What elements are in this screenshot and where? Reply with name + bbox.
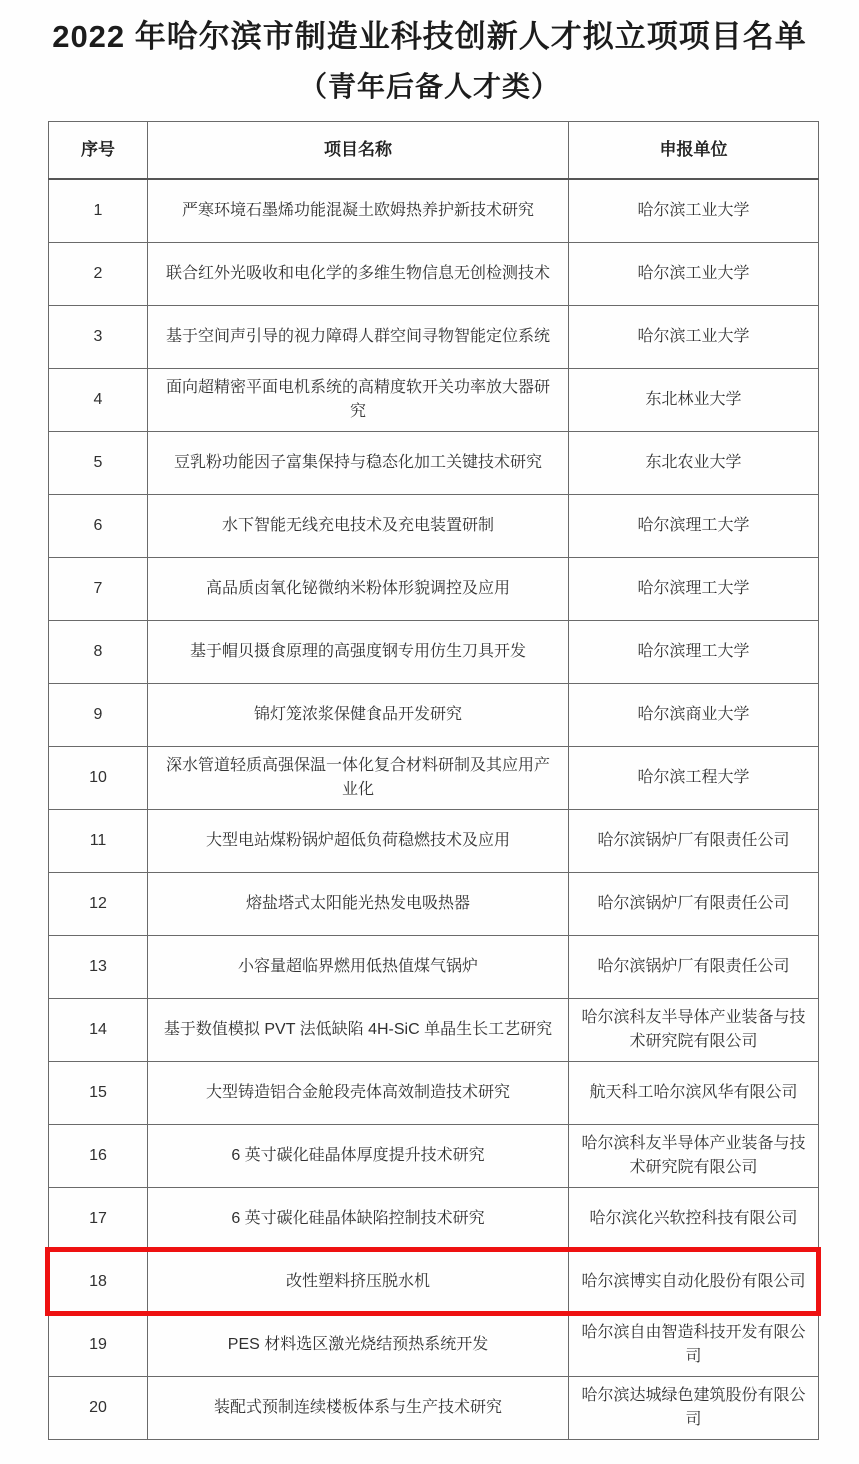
row-number-cell: 12 — [49, 872, 148, 935]
row-number-cell: 5 — [49, 431, 148, 494]
table-row — [49, 998, 819, 1061]
row-number-cell: 16 — [49, 1124, 148, 1187]
table-row — [49, 1124, 819, 1187]
row-number-cell: 19 — [49, 1313, 148, 1376]
row-number-cell: 1 — [49, 179, 148, 242]
project-name-cell: 改性塑料挤压脱水机 — [148, 1250, 569, 1313]
row-number-cell: 8 — [49, 620, 148, 683]
project-name-cell: 6 英寸碳化硅晶体厚度提升技术研究 — [148, 1124, 569, 1187]
table-row — [49, 305, 819, 368]
project-name-cell: 豆乳粉功能因子富集保持与稳态化加工关键技术研究 — [148, 431, 569, 494]
row-number-cell: 4 — [49, 368, 148, 431]
table-row — [49, 1313, 819, 1376]
applicant-cell: 哈尔滨工业大学 — [569, 242, 819, 305]
header-applicant-unit: 申报单位 — [569, 121, 819, 179]
project-name-cell: 装配式预制连续楼板体系与生产技术研究 — [148, 1376, 569, 1439]
table-row — [49, 557, 819, 620]
applicant-cell: 哈尔滨工程大学 — [569, 746, 819, 809]
row-number-cell: 17 — [49, 1187, 148, 1250]
applicant-cell: 哈尔滨科友半导体产业装备与技术研究院有限公司 — [569, 998, 819, 1061]
table-row — [49, 431, 819, 494]
row-number-cell: 20 — [49, 1376, 148, 1439]
table-row — [49, 494, 819, 557]
row-number-cell: 18 — [49, 1250, 148, 1313]
applicant-cell: 哈尔滨化兴软控科技有限公司 — [569, 1187, 819, 1250]
projects-table — [48, 121, 819, 1440]
applicant-cell: 东北农业大学 — [569, 431, 819, 494]
applicant-cell: 哈尔滨自由智造科技开发有限公司 — [569, 1313, 819, 1376]
table-row — [49, 935, 819, 998]
table-row — [49, 1187, 819, 1250]
table-row — [49, 746, 819, 809]
applicant-cell: 哈尔滨锅炉厂有限责任公司 — [569, 935, 819, 998]
project-name-cell: PES 材料选区激光烧结预热系统开发 — [148, 1313, 569, 1376]
applicant-cell: 哈尔滨商业大学 — [569, 683, 819, 746]
project-name-cell: 水下智能无线充电技术及充电装置研制 — [148, 494, 569, 557]
applicant-cell: 哈尔滨工业大学 — [569, 305, 819, 368]
applicant-cell: 哈尔滨理工大学 — [569, 620, 819, 683]
table-row — [49, 179, 819, 242]
project-name-cell: 熔盐塔式太阳能光热发电吸热器 — [148, 872, 569, 935]
header-project-name: 项目名称 — [148, 121, 569, 179]
project-name-cell: 大型电站煤粉锅炉超低负荷稳燃技术及应用 — [148, 809, 569, 872]
table-header-row — [49, 121, 819, 179]
page-title: 2022 年哈尔滨市制造业科技创新人才拟立项项目名单 — [52, 19, 807, 54]
project-name-cell: 基于空间声引导的视力障碍人群空间寻物智能定位系统 — [148, 305, 569, 368]
row-number-cell: 10 — [49, 746, 148, 809]
applicant-cell: 哈尔滨锅炉厂有限责任公司 — [569, 809, 819, 872]
project-name-cell: 联合红外光吸收和电化学的多维生物信息无创检测技术 — [148, 242, 569, 305]
table-row — [49, 1376, 819, 1439]
table-row — [49, 368, 819, 431]
project-name-cell: 严寒环境石墨烯功能混凝土欧姆热养护新技术研究 — [148, 179, 569, 242]
row-number-cell: 15 — [49, 1061, 148, 1124]
applicant-cell: 哈尔滨达城绿色建筑股份有限公司 — [569, 1376, 819, 1439]
header-serial-number: 序号 — [49, 121, 148, 179]
table-row — [49, 1061, 819, 1124]
project-name-cell: 基于数值模拟 PVT 法低缺陷 4H-SiC 单晶生长工艺研究 — [148, 998, 569, 1061]
project-name-cell: 深水管道轻质高强保温一体化复合材料研制及其应用产业化 — [148, 746, 569, 809]
table-row — [49, 620, 819, 683]
project-name-cell: 基于帽贝摄食原理的高强度钢专用仿生刀具开发 — [148, 620, 569, 683]
row-number-cell: 2 — [49, 242, 148, 305]
row-number-cell: 6 — [49, 494, 148, 557]
applicant-cell: 哈尔滨工业大学 — [569, 179, 819, 242]
project-name-cell: 6 英寸碳化硅晶体缺陷控制技术研究 — [148, 1187, 569, 1250]
applicant-cell: 航天科工哈尔滨风华有限公司 — [569, 1061, 819, 1124]
applicant-cell: 哈尔滨博实自动化股份有限公司 — [569, 1250, 819, 1313]
applicant-cell: 东北林业大学 — [569, 368, 819, 431]
row-number-cell: 7 — [49, 557, 148, 620]
page-subtitle: （青年后备人才类） — [298, 70, 560, 102]
applicant-cell: 哈尔滨理工大学 — [569, 557, 819, 620]
table-row — [49, 872, 819, 935]
table-row — [49, 242, 819, 305]
applicant-cell: 哈尔滨理工大学 — [569, 494, 819, 557]
project-name-cell: 面向超精密平面电机系统的高精度软开关功率放大器研究 — [148, 368, 569, 431]
row-number-cell: 11 — [49, 809, 148, 872]
row-number-cell: 3 — [49, 305, 148, 368]
table-row-highlighted — [49, 1250, 819, 1313]
row-number-cell: 14 — [49, 998, 148, 1061]
row-number-cell: 9 — [49, 683, 148, 746]
row-number-cell: 13 — [49, 935, 148, 998]
applicant-cell: 哈尔滨锅炉厂有限责任公司 — [569, 872, 819, 935]
table-row — [49, 809, 819, 872]
table-body — [49, 179, 819, 1439]
table-row — [49, 683, 819, 746]
project-name-cell: 小容量超临界燃用低热值煤气锅炉 — [148, 935, 569, 998]
project-name-cell: 锦灯笼浓浆保健食品开发研究 — [148, 683, 569, 746]
project-name-cell: 高品质卤氧化铋微纳米粉体形貌调控及应用 — [148, 557, 569, 620]
applicant-cell: 哈尔滨科友半导体产业装备与技术研究院有限公司 — [569, 1124, 819, 1187]
project-name-cell: 大型铸造铝合金舱段壳体高效制造技术研究 — [148, 1061, 569, 1124]
